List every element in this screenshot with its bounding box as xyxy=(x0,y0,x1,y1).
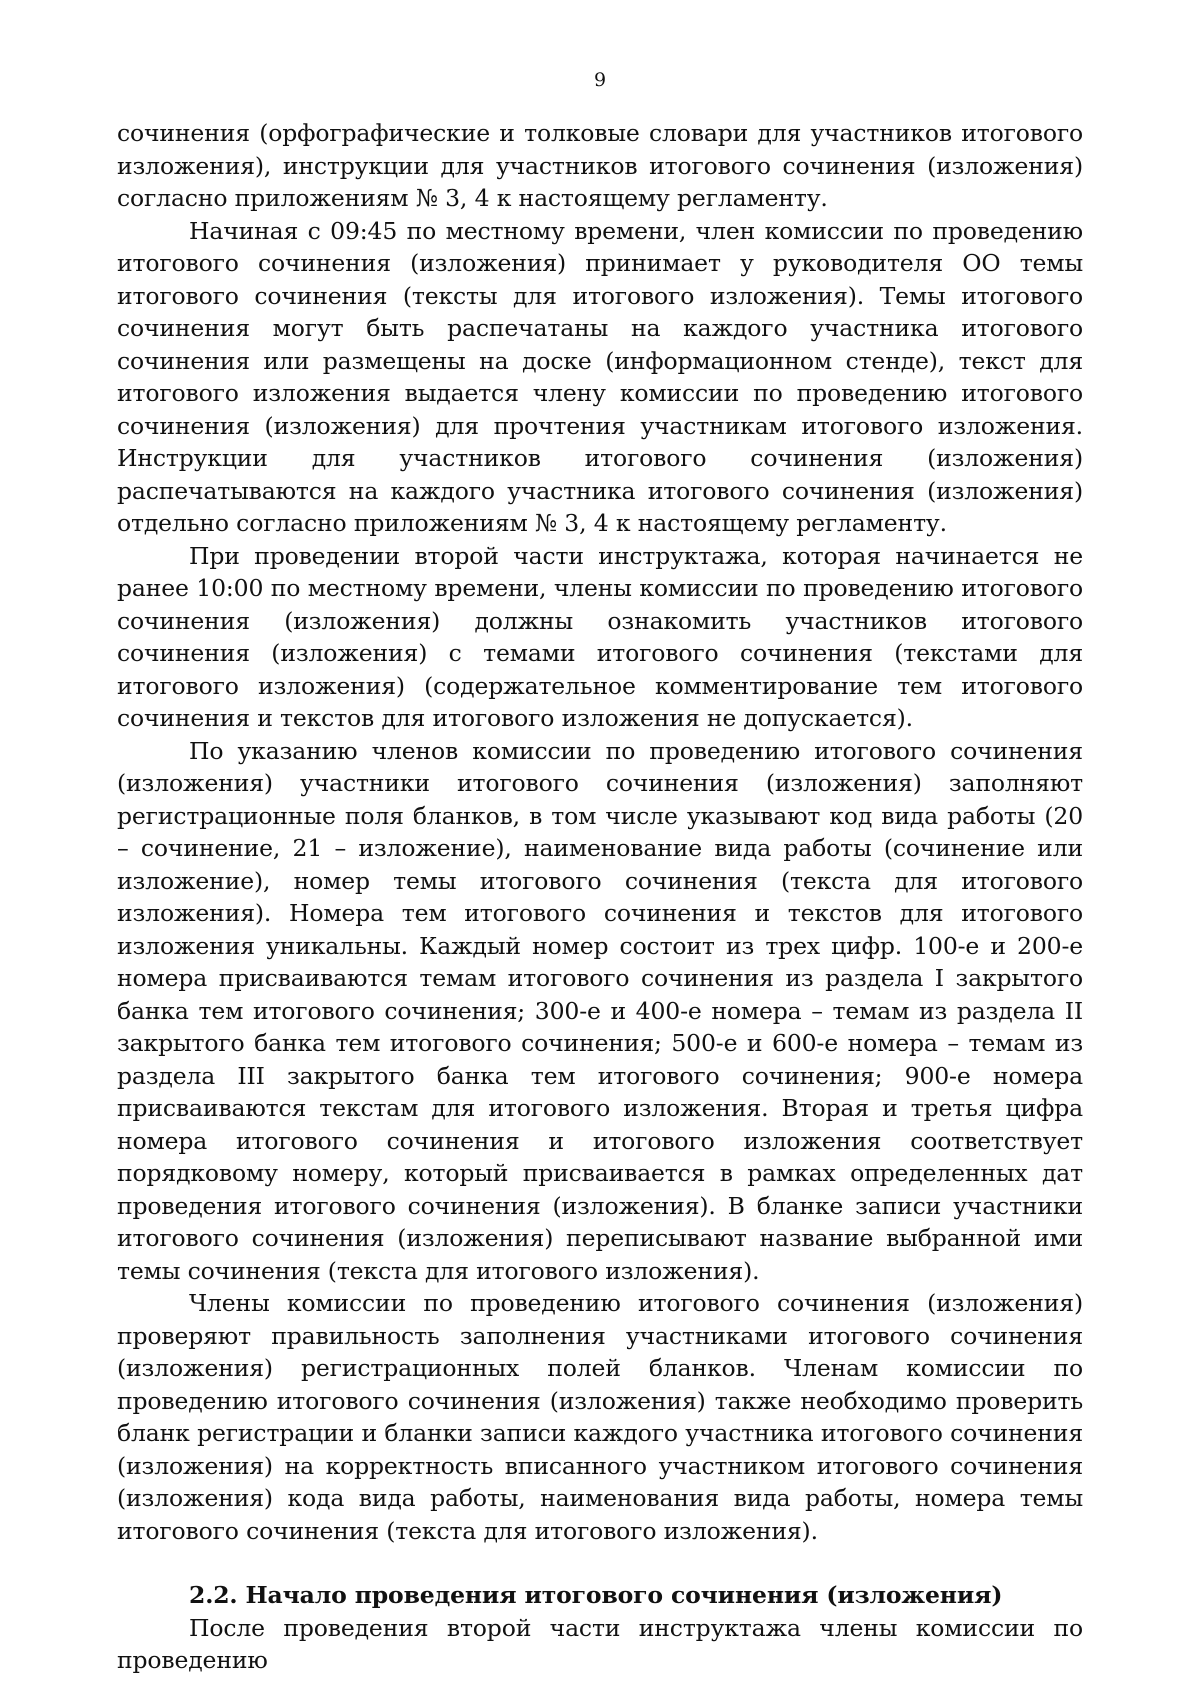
paragraph-second-briefing: При проведении второй части инструктажа, которая начинается не ранее 10:00 по местному времени, члены комиссии по проведению итогового сочинения (изложения) должны ознакомить участников итогового сочинения (изложения) с темами итогового сочинения (текстами для итогового изложения) (содержательное комментирование тем итогового сочинения и текстов для итогового изложения не допускается). xyxy=(117,541,1083,732)
paragraph-form-check: Члены комиссии по проведению итогового сочинения (изложения) проверяют правильность заполнения участниками итогового сочинения (изложения) регистрационных полей бланков. Членам комиссии по проведению итогового сочинения (изложения) также необходимо проверить бланк регистрации и бланки записи каждого участника итогового сочинения (изложения) на корректность вписанного участником итогового сочинения (изложения) кода вида работы, наименования вида работы, номера темы итогового сочинения (текста для итогового изложения). xyxy=(117,1289,1083,1545)
paragraph-topics-receipt: Начиная с 09:45 по местному времени, член комиссии по проведению итогового сочинения (изложения) принимает у руководителя ОО темы итогового сочинения (тексты для итогового изложения). Темы итогового сочинения могут быть распечатаны на каждого участника итогового сочинения или размещены на доске (информационном стенде), текст для итогового изложения выдается члену комиссии по проведению итогового сочинения (изложения) для прочтения участникам итогового изложения. Инструкции для участников итогового сочинения (изложения) распечатываются на каждого участника итогового сочинения (изложения) отдельно согласно приложениям № 3, 4 к настоящему регламенту. xyxy=(117,216,1083,537)
document-body xyxy=(117,117,1083,1677)
paragraph-continuation: сочинения (орфографические и толковые словари для участников итогового изложения), инструкции для участников итогового сочинения (изложения) согласно приложениям № 3, 4 к настоящему регламенту. xyxy=(117,119,1083,212)
section-heading: 2.2. Начало проведения итогового сочинения (изложения) xyxy=(189,1581,1003,1609)
paragraph-registration-fields: По указанию членов комиссии по проведению итогового сочинения (изложения) участники итогового сочинения (изложения) заполняют регистрационные поля бланков, в том числе указывают код вида работы (20 – сочинение, 21 – изложение), наименование вида работы (сочинение или изложение), номер темы итогового сочинения (текста для итогового изложения). Номера тем итогового сочинения и текстов для итогового изложения уникальны. Каждый номер состоит из трех цифр. 100-е и 200-е номера присваиваются темам итогового сочинения из раздела I закрытого банка тем итогового сочинения; 300-е и 400-е номера – темам из раздела II закрытого банка тем итогового сочинения; 500-е и 600-е номера – темам из раздела III закрытого банка тем итогового сочинения; 900-е номера присваиваются текстам для итогового изложения. Вторая и третья цифра номера итогового сочинения и итогового изложения соответствует порядковому номеру, который присваивается в рамках определенных дат проведения итогового сочинения (изложения). В бланке записи участники итогового сочинения (изложения) переписывают название выбранной ими темы сочинения (текста для итогового изложения). xyxy=(117,736,1083,1285)
page-number: 9 xyxy=(593,69,607,91)
paragraph-section-start: После проведения второй части инструктажа члены комиссии по проведению xyxy=(117,1613,1083,1674)
